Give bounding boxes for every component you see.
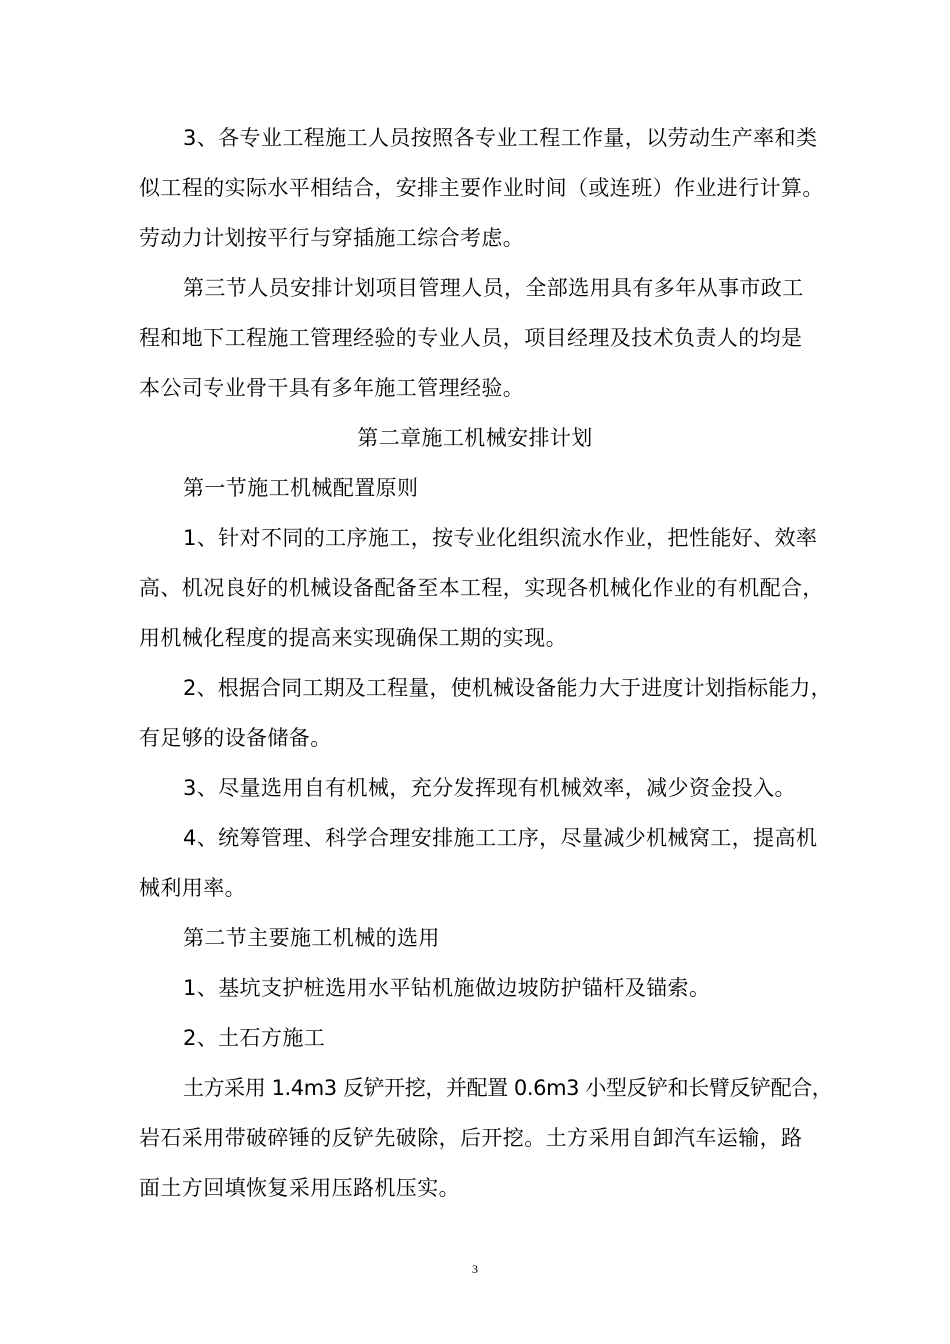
text-line: 1、针对不同的工序施工，按专业化组织流水作业，把性能好、效率 bbox=[183, 526, 818, 550]
text-line: 土方采用 1.4m3 反铲开挖，并配置 0.6m3 小型反铲和长臂反铲配合， bbox=[183, 1076, 833, 1100]
section-heading: 第二节主要施工机械的选用 bbox=[183, 926, 440, 950]
text-line: 4、统筹管理、科学合理安排施工工序，尽量减少机械窝工，提高机 bbox=[183, 826, 818, 850]
text-line: 3、各专业工程施工人员按照各专业工程工作量，以劳动生产率和类 bbox=[183, 126, 818, 150]
text-line: 3、尽量选用自有机械，充分发挥现有机械效率，减少资金投入。 bbox=[183, 776, 796, 800]
text-line: 2、根据合同工期及工程量，使机械设备能力大于进度计划指标能力， bbox=[183, 676, 832, 700]
text-line: 第三节人员安排计划项目管理人员，全部选用具有多年从事市政工 bbox=[183, 276, 804, 300]
text-line: 程和地下工程施工管理经验的专业人员，项目经理及技术负责人的均是 bbox=[139, 326, 803, 350]
text-line: 本公司专业骨干具有多年施工管理经验。 bbox=[139, 376, 525, 400]
text-line: 2、土石方施工 bbox=[183, 1026, 326, 1050]
text-line: 械利用率。 bbox=[139, 876, 246, 900]
text-line: 用机械化程度的提高来实现确保工期的实现。 bbox=[139, 626, 567, 650]
text-line: 高、机况良好的机械设备配备至本工程，实现各机械化作业的有机配合， bbox=[139, 576, 824, 600]
section-heading: 第一节施工机械配置原则 bbox=[183, 476, 419, 500]
text-line: 面土方回填恢复采用压路机压实。 bbox=[139, 1176, 460, 1200]
chapter-heading: 第二章施工机械安排计划 bbox=[357, 426, 593, 450]
page-number: 3 bbox=[472, 1262, 478, 1276]
text-line: 1、基坑支护桩选用水平钻机施做边坡防护锚杆及锚索。 bbox=[183, 976, 711, 1000]
text-line: 有足够的设备储备。 bbox=[139, 726, 332, 750]
text-line: 岩石采用带破碎锤的反铲先破除，后开挖。土方采用自卸汽车运输，路 bbox=[139, 1126, 803, 1150]
text-line: 劳动力计划按平行与穿插施工综合考虑。 bbox=[139, 226, 525, 250]
text-line: 似工程的实际水平相结合，安排主要作业时间（或连班）作业进行计算。 bbox=[139, 176, 824, 200]
